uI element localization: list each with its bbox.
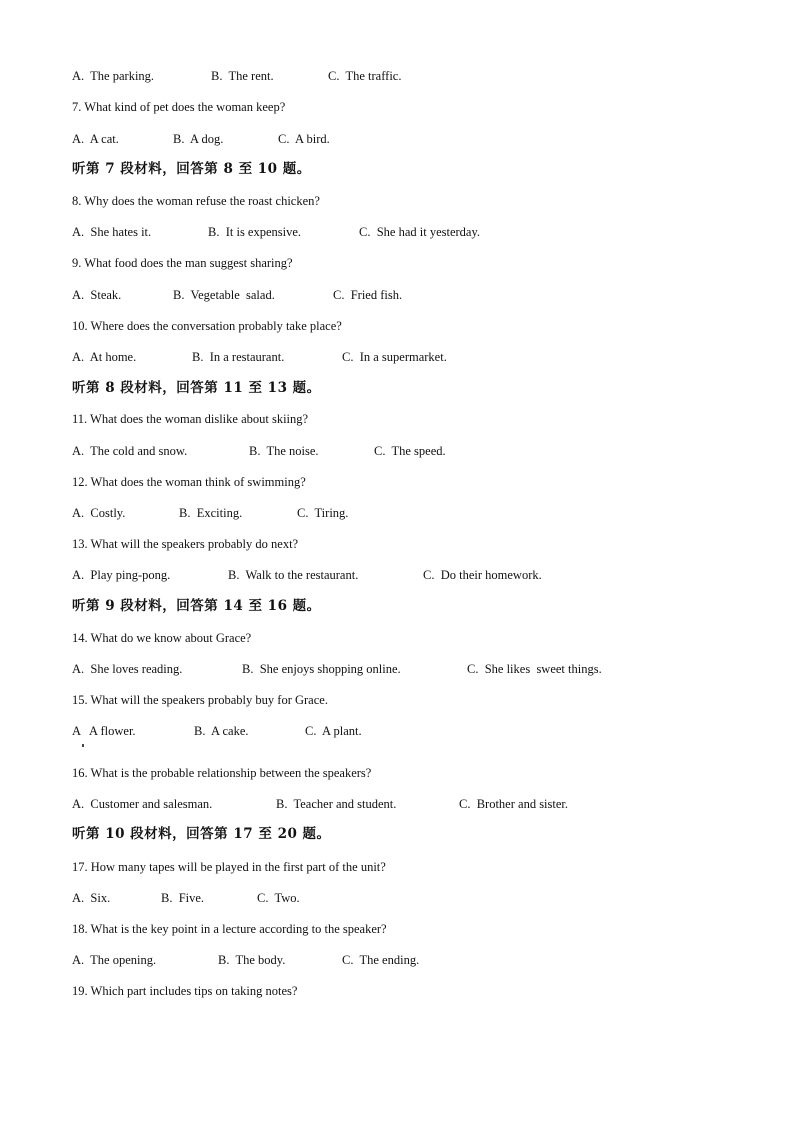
option-b: B. She enjoys shopping online. (242, 662, 401, 676)
option-b: B. A cake. (194, 724, 249, 738)
question-15: 15. What will the speakers probably buy for Grace. (72, 693, 328, 707)
question-17: 17. How many tapes will be played in the first part of the unit? (72, 860, 386, 874)
option-b: B. Vegetable salad. (173, 288, 275, 302)
option-a: A. She loves reading. (72, 662, 183, 676)
option-a: A. The parking. (72, 69, 155, 83)
question-7: 7. What kind of pet does the woman keep? (72, 100, 286, 114)
option-b: B. In a restaurant. (192, 350, 285, 364)
option-a: A. Six. (72, 891, 111, 905)
section-heading: 听第 8 段材料，回答第 11 至 13 题。 (72, 380, 321, 396)
option-c: C. Brother and sister. (459, 797, 569, 811)
option-c: C. A plant. (305, 724, 362, 738)
option-a: A A flower. (72, 724, 136, 738)
option-a: A. Steak. (72, 288, 122, 302)
option-c: C. Fried fish. (333, 288, 403, 302)
question-16: 16. What is the probable relationship between the speakers? (72, 766, 372, 780)
option-c: C. In a supermarket. (342, 350, 447, 364)
question-12: 12. What does the woman think of swimming? (72, 475, 306, 489)
question-19: 19. Which part includes tips on taking notes? (72, 984, 298, 998)
option-a: A. Play ping-pong. (72, 568, 171, 582)
question-10: 10. Where does the conversation probably take place? (72, 319, 342, 333)
option-a: A. Customer and salesman. (72, 797, 213, 811)
option-a: A. The cold and snow. (72, 444, 188, 458)
question-11: 11. What does the woman dislike about skiing? (72, 412, 309, 426)
option-c: C. The ending. (342, 953, 420, 967)
option-a: A. A cat. (72, 132, 119, 146)
question-14: 14. What do we know about Grace? (72, 631, 252, 645)
option-b: B. A dog. (173, 132, 224, 146)
option-a: A. At home. (72, 350, 137, 364)
option-c: C. She likes sweet things. (467, 662, 602, 676)
option-c: C. She had it yesterday. (359, 225, 481, 239)
question-9: 9. What food does the man suggest sharing? (72, 256, 293, 270)
option-b: B. The rent. (211, 69, 274, 83)
question-8: 8. Why does the woman refuse the roast chicken? (72, 194, 320, 208)
option-b: B. The body. (218, 953, 286, 967)
option-b: B. Exciting. (179, 506, 243, 520)
section-heading: 听第 7 段材料，回答第 8 至 10 题。 (72, 161, 311, 177)
option-b: B. The noise. (249, 444, 319, 458)
option-b: B. Teacher and student. (276, 797, 397, 811)
option-a: A. She hates it. (72, 225, 152, 239)
option-c: C. Two. (257, 891, 300, 905)
stray-mark (82, 744, 84, 747)
option-a: A. Costly. (72, 506, 126, 520)
option-c: C. Tiring. (297, 506, 349, 520)
option-b: B. It is expensive. (208, 225, 302, 239)
option-b: B. Five. (161, 891, 205, 905)
option-c: C. A bird. (278, 132, 330, 146)
option-b: B. Walk to the restaurant. (228, 568, 359, 582)
question-18: 18. What is the key point in a lecture according to the speaker? (72, 922, 387, 936)
option-c: C. The traffic. (328, 69, 402, 83)
option-c: C. The speed. (374, 444, 446, 458)
option-c: C. Do their homework. (423, 568, 542, 582)
option-a: A. The opening. (72, 953, 157, 967)
section-heading: 听第 10 段材料，回答第 17 至 20 题。 (72, 826, 331, 842)
section-heading: 听第 9 段材料，回答第 14 至 16 题。 (72, 598, 321, 614)
question-13: 13. What will the speakers probably do next? (72, 537, 299, 551)
